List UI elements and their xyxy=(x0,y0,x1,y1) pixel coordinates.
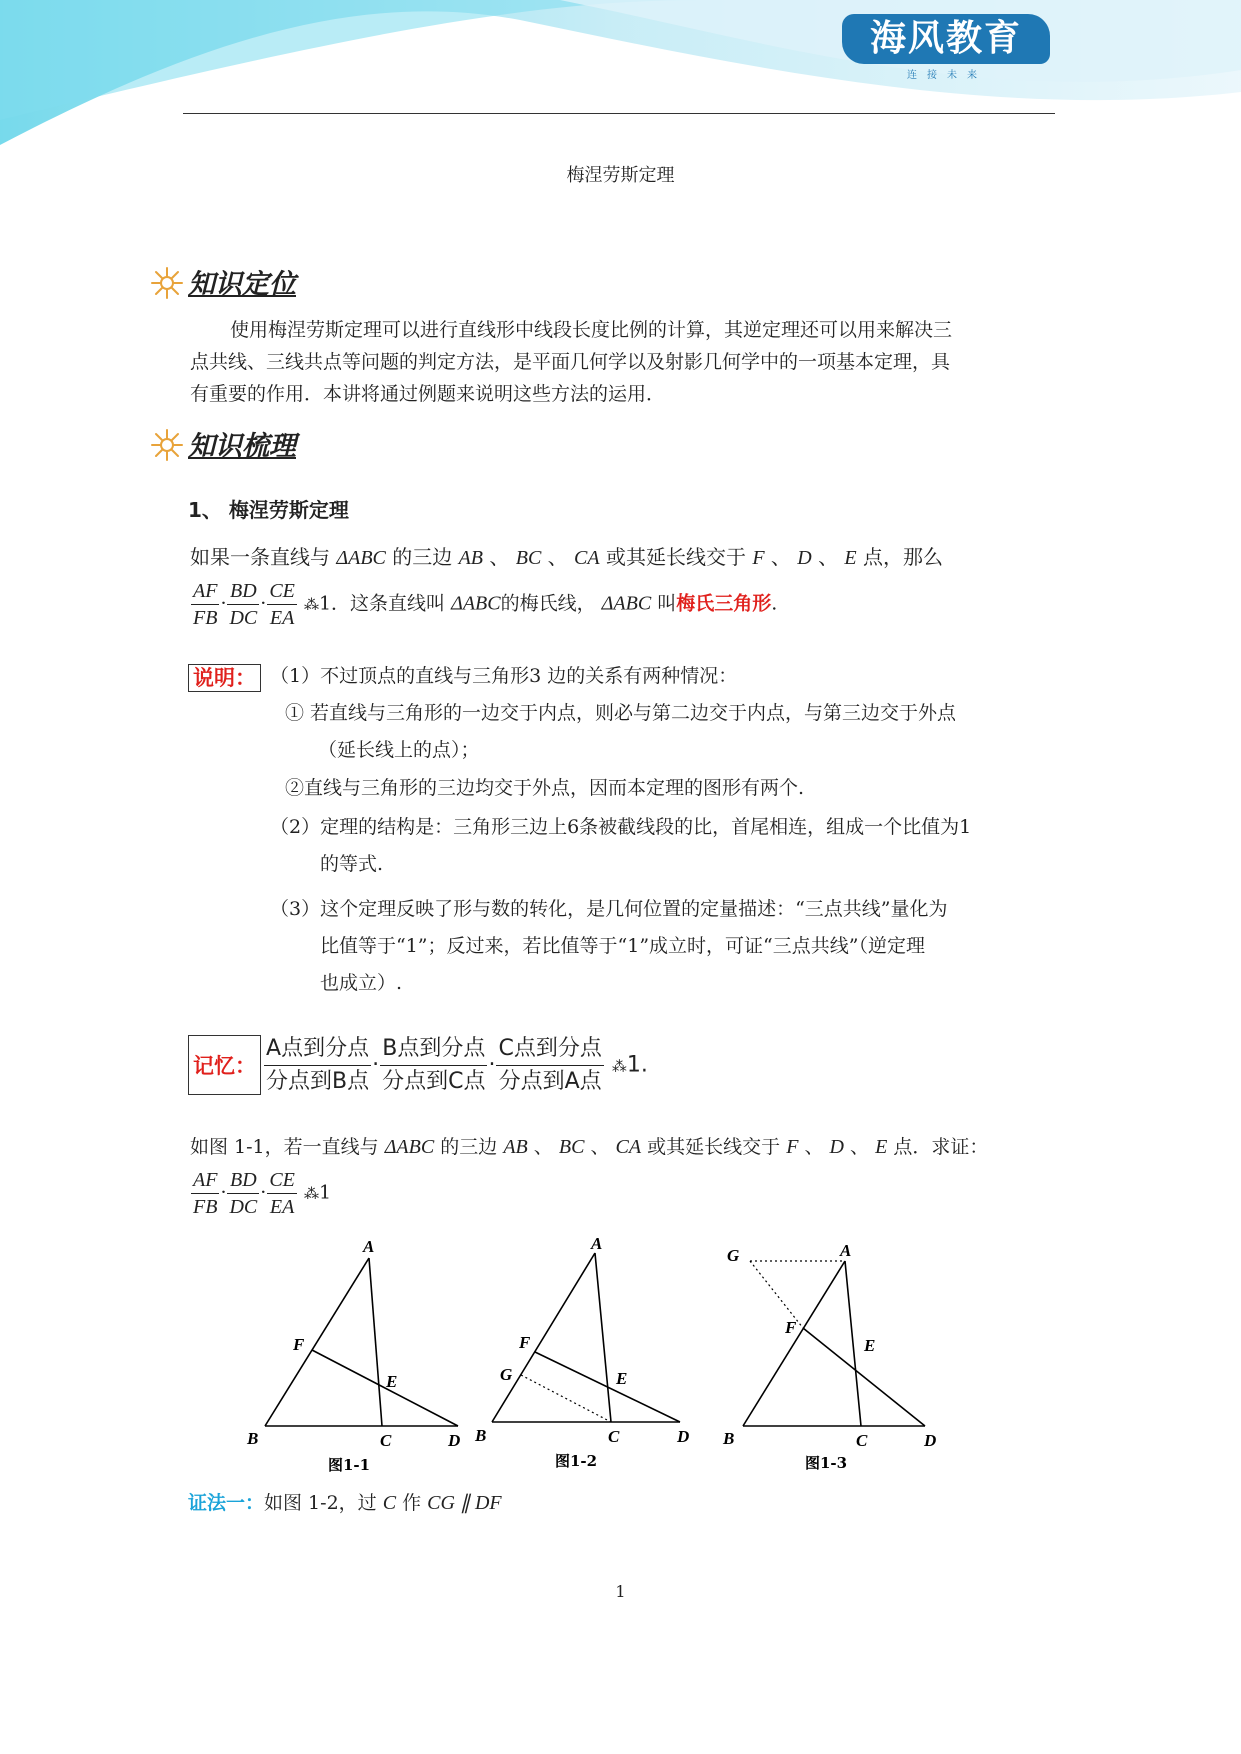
intro-line-1: 使用梅涅劳斯定理可以进行直线形中线段长度比例的计算，其逆定理还可以用来解决三 xyxy=(230,319,953,341)
label-g: G xyxy=(500,1365,513,1384)
point-c: C xyxy=(382,1492,397,1514)
label-c: C xyxy=(608,1427,620,1446)
proof-line xyxy=(188,1487,502,1519)
label-b: B xyxy=(247,1429,259,1448)
theorem-text: 点，那么 xyxy=(863,545,943,569)
triangle-symbol: ΔABC xyxy=(451,592,501,615)
proof-text: 如图 1-2，过 xyxy=(264,1492,377,1514)
label-g: G xyxy=(727,1246,740,1265)
problem-formula: $\frac{AF}{FB}$ · $\frac{BD}{DC}$ · $\frac{CE}{EA}$ ⁂1 xyxy=(193,1169,332,1218)
memory-label: 记忆： xyxy=(188,1035,261,1095)
point-e: E xyxy=(844,547,857,569)
note-line-9: 也成立）. xyxy=(320,972,403,994)
triangle-symbol: ΔABC xyxy=(384,1136,435,1158)
figure-caption: 图1-3 xyxy=(805,1454,848,1472)
problem-text: 如图 1-1，若一直线与 xyxy=(190,1136,379,1158)
problem-text: 点．求证： xyxy=(893,1136,989,1158)
figure-caption: 图1-2 xyxy=(555,1452,598,1470)
sparkle-icon xyxy=(150,266,184,300)
proof-expr: CG ∥ DF xyxy=(427,1492,502,1514)
memory-equals-value: 1. xyxy=(626,1052,648,1077)
problem-line-1 xyxy=(190,1131,988,1163)
equals-value: 1 xyxy=(318,592,332,615)
label-f: F xyxy=(293,1335,305,1354)
theorem-text: 如果一条直线与 xyxy=(190,545,330,569)
separator: 、 xyxy=(489,545,510,569)
logo-text: 海风教育 xyxy=(842,14,1050,64)
note-line-5: （2）定理的结构是：三角形三边上6条被截线段的比，首尾相连，组成一个比值为1 xyxy=(270,816,972,838)
note-line-4: ②直线与三角形的三边均交于外点，因而本定理的图形有两个. xyxy=(285,777,805,799)
figure-1-3 xyxy=(722,1241,936,1472)
theorem-line-1 xyxy=(190,541,943,574)
header-wave-band xyxy=(0,0,1241,150)
highlight-menelaus-triangle: 梅氏三角形 xyxy=(676,592,772,615)
theorem-text: 的三边 xyxy=(392,545,453,569)
figure-1-2 xyxy=(474,1234,689,1470)
section-heading-text: 知识梳理 xyxy=(188,431,296,462)
label-e: E xyxy=(386,1372,398,1391)
label-f: F xyxy=(785,1318,797,1337)
figure-1-1 xyxy=(246,1237,460,1474)
label-e: E xyxy=(864,1336,876,1355)
intro-line-2: 点共线、三线共点等问题的判定方法，是平面几何学以及射影几何学中的一项基本定理，具 xyxy=(190,351,951,373)
theorem-text: 叫 xyxy=(657,592,677,615)
equals-glyph: ⁂ xyxy=(303,595,319,614)
separator: 、 xyxy=(770,545,791,569)
separator: 、 xyxy=(590,1136,610,1158)
fraction-bd-dc: $\frac{BD}{DC}$ xyxy=(229,580,258,629)
point-d: D xyxy=(829,1136,844,1158)
theorem-text: ．这条直线叫 xyxy=(331,592,446,615)
separator: 、 xyxy=(533,1136,553,1158)
subheading-menelaus: 1、 梅涅劳斯定理 xyxy=(188,498,349,522)
brand-logo xyxy=(842,14,1050,81)
point-f: F xyxy=(786,1136,799,1158)
side-ca: CA xyxy=(615,1136,642,1158)
proof-text: 作 xyxy=(402,1492,422,1514)
intro-paragraph xyxy=(190,314,952,410)
memory-block xyxy=(188,1030,648,1100)
theorem-text: 或其延长线交于 xyxy=(605,545,746,569)
page-number: 1 xyxy=(615,1582,626,1601)
section-heading-text: 知识定位 xyxy=(188,269,296,300)
side-bc: BC xyxy=(558,1136,585,1158)
label-a: A xyxy=(591,1234,603,1253)
triangle-symbol: ΔABC xyxy=(601,592,652,615)
side-ca: CA xyxy=(574,547,600,569)
point-d: D xyxy=(797,547,812,569)
note-line-7: （3）这个定理反映了形与数的转化，是几何位置的定量描述：“三点共线”量化为 xyxy=(270,898,948,920)
fraction-ce-ea: $\frac{CE}{EA}$ xyxy=(269,1169,295,1218)
note-line-1: （1）不过顶点的直线与三角形3 边的关系有两种情况： xyxy=(270,665,738,687)
fraction-af-fb: $\frac{AF}{FB}$ xyxy=(193,1169,218,1218)
proof-label: 证法一： xyxy=(188,1492,265,1514)
label-d: D xyxy=(677,1427,690,1446)
label-a: A xyxy=(840,1241,852,1260)
label-e: E xyxy=(616,1369,628,1388)
memory-formula: $\frac{\text{A点到分点}}{\text{分点到B点}}$ · $\frac{\text{B点到分点}}{\text{分点到C点}}$ · $\frac{\text{C点到分点}}{\text{分点到A点}}$ ⁂1. xyxy=(263,1033,648,1098)
note-label: 说明： xyxy=(188,664,261,692)
figure-caption: 图1-1 xyxy=(328,1456,371,1474)
memory-fraction-c: $\frac{\text{C点到分点}}{\text{分点到A点}}$ xyxy=(496,1033,603,1098)
note-line-2: ① 若直线与三角形的一边交于内点，则必与第二边交于内点，与第三边交于外点 xyxy=(285,702,957,724)
separator: 、 xyxy=(804,1136,824,1158)
point-f: F xyxy=(752,547,765,569)
separator: 、 xyxy=(818,545,839,569)
period: . xyxy=(771,592,778,615)
theorem-text: 的梅氏线， xyxy=(500,592,596,615)
note-line-6: 的等式. xyxy=(320,853,384,875)
problem-text: 或其延长线交于 xyxy=(647,1136,781,1158)
note-label-box xyxy=(188,662,261,692)
label-c: C xyxy=(856,1431,868,1450)
note-line-3: （延长线上的点）； xyxy=(318,739,480,761)
problem-text: 的三边 xyxy=(440,1136,498,1158)
intro-line-3: 有重要的作用．本讲将通过例题来说明这些方法的运用． xyxy=(190,383,666,405)
note-line-8: 比值等于“1”；反过来，若比值等于“1”成立时，可证“三点共线”（逆定理 xyxy=(320,935,925,957)
label-d: D xyxy=(924,1431,937,1450)
side-ab: AB xyxy=(503,1136,528,1158)
label-b: B xyxy=(475,1426,487,1445)
memory-fraction-b: $\frac{\text{B点到分点}}{\text{分点到C点}}$ xyxy=(380,1033,487,1098)
header-rule xyxy=(183,113,1055,114)
label-f: F xyxy=(519,1333,531,1352)
side-ab: AB xyxy=(458,547,484,569)
point-e: E xyxy=(875,1136,888,1158)
fraction-bd-dc: $\frac{BD}{DC}$ xyxy=(229,1169,258,1218)
fraction-af-fb: $\frac{AF}{FB}$ xyxy=(193,580,218,629)
triangle-symbol: ΔABC xyxy=(336,547,386,569)
side-bc: BC xyxy=(515,547,542,569)
sparkle-icon xyxy=(150,428,184,462)
fraction-ce-ea: $\frac{CE}{EA}$ xyxy=(269,580,295,629)
logo-slogan: 连接未来 xyxy=(907,70,987,81)
label-b: B xyxy=(723,1429,735,1448)
separator: 、 xyxy=(547,545,568,569)
page-title: 梅涅劳斯定理 xyxy=(566,165,675,186)
separator: 、 xyxy=(850,1136,870,1158)
equals-glyph: ⁂ xyxy=(611,1057,627,1075)
equals-value: 1 xyxy=(318,1181,332,1204)
label-d: D xyxy=(448,1431,461,1450)
label-a: A xyxy=(363,1237,375,1256)
figures-diagram xyxy=(230,1228,970,1478)
equals-glyph: ⁂ xyxy=(303,1184,319,1203)
theorem-line-2: $\frac{AF}{FB}$ · $\frac{BD}{DC}$ · $\frac{CE}{EA}$ ⁂1．这条直线叫 ΔABC的梅氏线， ΔABC 叫梅氏三角形. xyxy=(193,580,778,629)
memory-fraction-a: $\frac{\text{A点到分点}}{\text{分点到B点}}$ xyxy=(264,1033,371,1098)
label-c: C xyxy=(380,1431,392,1450)
